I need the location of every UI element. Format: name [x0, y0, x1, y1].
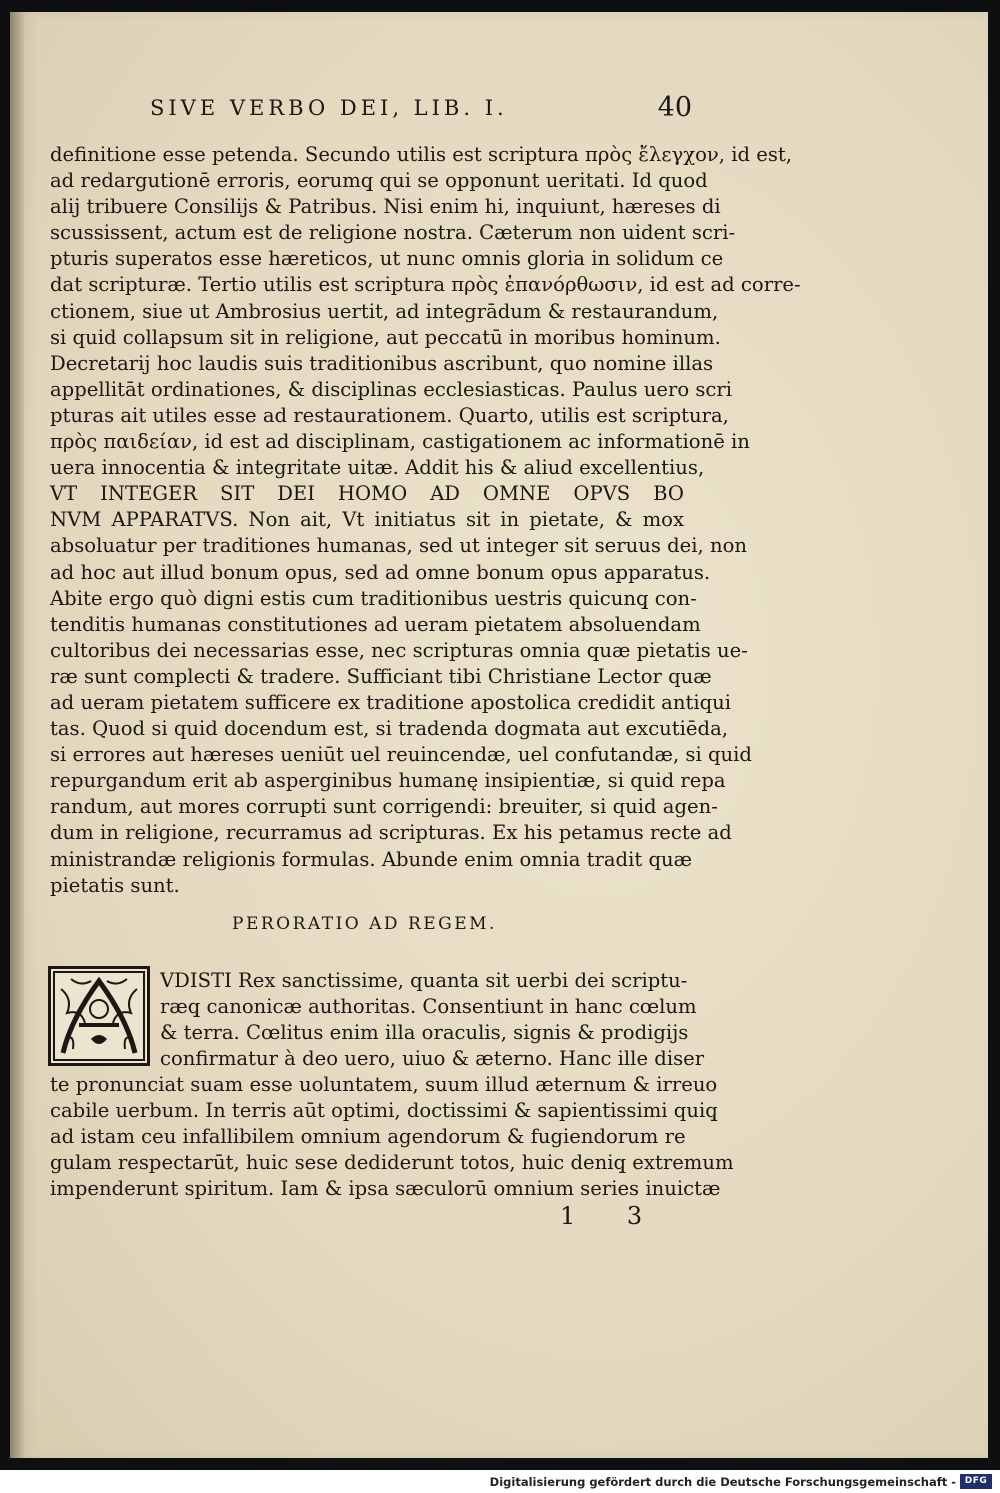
text-line: VDISTI Rex sanctissime, quanta sit uerbi dei scriptu-	[160, 969, 688, 992]
funding-credit: Digitalisierung gefördert durch die Deutsche Forschungsgemeinschaft -	[489, 1475, 956, 1489]
peroratio-opening-lines	[160, 968, 705, 1072]
text-line: tas. Quod si quid docendum est, si tradenda dogmata aut excutiēda,	[50, 717, 728, 741]
text-line: pturas ait utiles esse ad restaurationem. Quarto, utilis est scriptura,	[50, 403, 729, 427]
text-line: pietatis sunt.	[50, 873, 180, 897]
decorated-initial-a	[48, 966, 150, 1066]
text-line: πρὸς παιδείαν, id est ad disciplinam, castigationem ac informationē in	[50, 430, 750, 454]
page-number: 40	[657, 92, 692, 123]
signature-mark: 1 3	[560, 1202, 665, 1230]
text-line: te pronunciat suam esse uoluntatem, suum illud æternum & irreuo	[50, 1073, 718, 1096]
text-line: ad redargutionē erroris, eorumq̧ qui se opponunt ueritati. Id quod	[50, 169, 708, 193]
text-line: absoluatur per traditiones humanas, sed ut integer sit seruus dei, non	[50, 534, 748, 558]
text-line: dat scripturæ. Tertio utilis est scriptura πρὸς ἐπανόρθωσιν, id est ad corre-	[50, 273, 801, 297]
text-line: ctionem, siue ut Ambrosius uertit, ad integrādum & restaurandum,	[50, 299, 719, 323]
text-line: Abite ergo quò digni estis cum traditionibus uestris quicunq̧ con-	[50, 586, 697, 610]
peroratio-continuation	[50, 1072, 734, 1202]
text-line: scussissent, actum est de religione nostra. Cæterum non uident scri-	[50, 221, 736, 245]
running-head-title: SIVE VERBO DEI, LIB. I.	[150, 96, 508, 120]
text-line: si errores aut hæreses ueniūt uel reuincendæ, uel confutandæ, si quid	[50, 743, 752, 767]
text-line: Decretarij hoc laudis suis traditionibus ascribunt, quo nomine illas	[50, 351, 714, 375]
text-line: ad ueram pietatem sufficere ex traditione apostolica credidit antiqui	[50, 690, 732, 714]
text-line: & terra. Cœlitus enim illa oraculis, signis & prodigijs	[160, 1021, 689, 1045]
text-line: NVM APPARATVS. Non ait, Vt initiatus sit in pietate, & mox	[50, 508, 684, 532]
page-gutter-shadow	[10, 12, 24, 1458]
main-text	[50, 142, 801, 899]
text-line: pturis superatos esse hæreticos, ut nunc omnis gloria in solidum ce	[50, 247, 724, 271]
text-line: cultoribus dei necessarias esse, nec scripturas omnia quæ pietatis ue-	[50, 638, 748, 662]
text-line: randum, aut mores corrupti sunt corrigendi: breuiter, si quid agen-	[50, 795, 718, 819]
text-line: gulam respectarūt, huic sese dediderunt totos, huic deniq̧ extremum	[50, 1151, 734, 1175]
text-line: uera innocentia & integritate uitæ. Addit his & aliud excellentius,	[50, 456, 705, 480]
text-line: repurgandum erit ab asperginibus humanę insipientiæ, si quid repa	[50, 769, 726, 793]
digitization-footer	[0, 1470, 1000, 1493]
text-line: ad istam ceu infallibilem omnium agendorum & fugiendorum re	[50, 1125, 686, 1149]
text-line: si quid collapsum sit in religione, aut peccatū in moribus hominum.	[50, 325, 721, 349]
text-line: definitione esse petenda. Secundo utilis est scriptura πρὸς ἔλεγχον, id est,	[50, 143, 793, 166]
text-line: ræq̧ canonicæ authoritas. Consentiunt in hanc cœlum	[160, 995, 697, 1019]
dfg-logo-icon: DFG	[960, 1474, 992, 1489]
text-line: confirmatur à deo uero, uiuo & æterno. Hanc ille diser	[160, 1047, 705, 1071]
text-line: ministrandæ religionis formulas. Abunde enim omnia tradit quæ	[50, 847, 693, 871]
text-line: tenditis humanas constitutiones ad ueram pietatem absoluendam	[50, 612, 701, 636]
ornament-initial-icon	[51, 969, 147, 1063]
text-line: appellitāt ordinationes, & disciplinas ecclesiasticas. Paulus uero scri	[50, 377, 733, 401]
text-line: impenderunt spiritum. Iam & ipsa sæculorū omnium series inuictæ	[50, 1177, 721, 1201]
text-line: dum in religione, recurramus ad scripturas. Ex his petamus recte ad	[50, 821, 732, 845]
text-line: alij tribuere Consilijs & Patribus. Nisi enim hi, inquiunt, hæreses di	[50, 195, 721, 219]
text-line: ræ sunt complecti & tradere. Sufficiant tibi Christiane Lector quæ	[50, 664, 712, 688]
text-line: VT INTEGER SIT DEI HOMO AD OMNE OPVS BO	[50, 482, 684, 506]
text-line: cabile uerbum. In terris aūt optimi, doctissimi & sapientissimi quiq̧	[50, 1099, 718, 1123]
section-heading: PERORATIO AD REGEM.	[232, 914, 497, 934]
text-line: ad hoc aut illud bonum opus, sed ad omne bonum opus apparatus.	[50, 560, 711, 584]
running-head	[150, 92, 692, 123]
